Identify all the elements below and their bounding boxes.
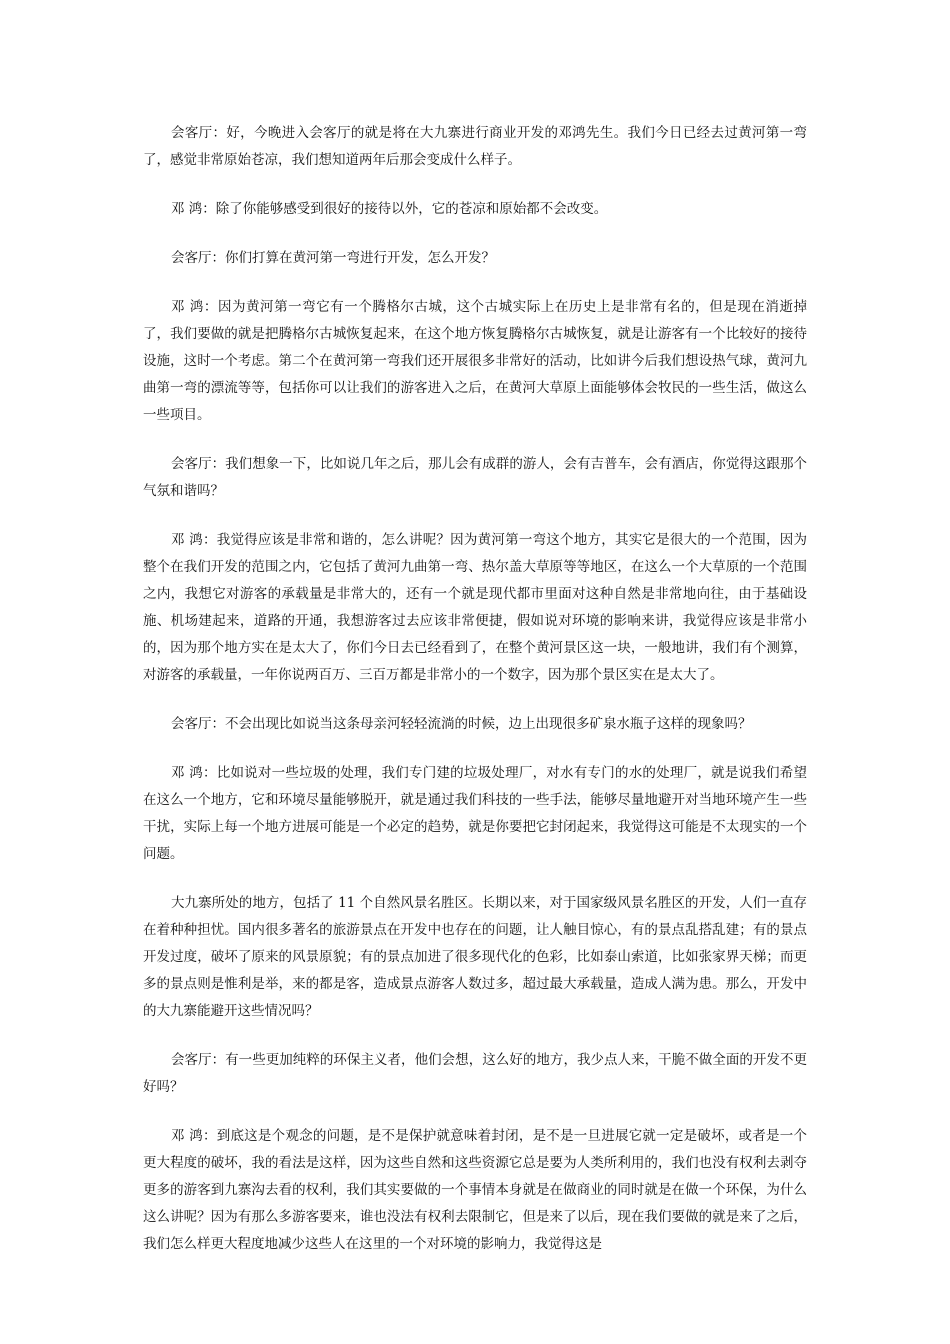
paragraph-6: 邓 鸿：我觉得应该是非常和谐的，怎么讲呢？因为黄河第一弯这个地方，其实它是很大的一个范围，因为整个在我们开发的范围之内，它包括了黄河九曲第一弯、热尔盖大草原等等地区，在这么一个大草原的一个范围之内，我想它对游客的承载量是非常大的，还有一个就是现代都市里面对这种自然是非常地向往，由于基础设施、机场建起来，道路的开通，我想游客过去应该非常便捷，假如说对环境的影响来讲，我觉得应该是非常小的，因为那个地方实在是太大了，你们今日去已经看到了，在整个黄河景区这一块，一般地讲，我们有个测算，对游客的承载量，一年你说两百万、三百万都是非常小的一个数字，因为那个景区实在是太大了。 (143, 532, 807, 683)
paragraph-1: 会客厅：好，今晚进入会客厅的就是将在大九寨进行商业开发的邓鸿先生。我们今日已经去过黄河第一弯了，感觉非常原始苍凉，我们想知道两年后那会变成什么样子。 (143, 125, 807, 168)
document-page (143, 120, 807, 1280)
paragraph-8: 邓 鸿：比如说对一些垃圾的处理，我们专门建的垃圾处理厂，对水有专门的水的处理厂，就是说我们希望在这么一个地方，它和环境尽量能够脱开，就是通过我们科技的一些手法，能够尽量地避开对当地环境产生一些干扰，实际上每一个地方进展可能是一个必定的趋势，就是你要把它封闭起来，我觉得这可能是不太现实的一个问题。 (143, 765, 807, 862)
paragraph-5: 会客厅：我们想象一下，比如说几年之后，那儿会有成群的游人，会有吉普车，会有酒店，你觉得这跟那个气氛和谐吗？ (143, 456, 807, 499)
paragraph-11: 邓 鸿：到底这是个观念的问题，是不是保护就意味着封闭，是不是一旦进展它就一定是破坏，或者是一个更大程度的破坏，我的看法是这样，因为这些自然和这些资源它总是要为人类所利用的，我们也没有权利去剥夺更多的游客到九寨沟去看的权利，我们其实要做的一个事情本身就是在做商业的同时就是在做一个环保，为什么这么讲呢？因为有那么多游客要来，谁也没法有权利去限制它，但是来了以后，现在我们要做的就是来了之后，我们怎么样更大程度地减少这些人在这里的一个对环境的影响力，我觉得这是 (143, 1128, 807, 1252)
paragraph-9: 大九寨所处的地方，包括了 11 个自然风景名胜区。长期以来，对于国家级风景名胜区的开发，人们一直存在着种种担忧。国内很多著名的旅游景点在开发中也存在的问题，让人触目惊心，有的景点乱搭乱建；有的景点开发过度，破坏了原来的风景原貌；有的景点加进了很多现代化的色彩，比如泰山索道，比如张家界天梯；而更多的景点则是惟利是举，来的都是客，造成景点游客人数过多，超过最大承载量，造成人满为患。那么，开发中的大九寨能避开这些情况吗？ (143, 895, 807, 1019)
paragraph-7: 会客厅：不会出现比如说当这条母亲河轻轻流淌的时候，边上出现很多矿泉水瓶子这样的现象吗？ (171, 716, 752, 732)
paragraph-2: 邓 鸿：除了你能够感受到很好的接待以外，它的苍凉和原始都不会改变。 (171, 201, 608, 217)
paragraph-3: 会客厅：你们打算在黄河第一弯进行开发，怎么开发？ (171, 250, 495, 266)
paragraph-4: 邓 鸿：因为黄河第一弯它有一个腾格尔古城，这个古城实际上在历史上是非常有名的，但是现在消逝掉了，我们要做的就是把腾格尔古城恢复起来，在这个地方恢复腾格尔古城恢复，就是让游客有一个比较好的接待设施，这时一个考虑。第二个在黄河第一弯我们还开展很多非常好的活动，比如讲今后我们想设热气球，黄河九曲第一弯的漂流等等，包括你可以让我们的游客进入之后，在黄河大草原上面能够体会牧民的一些生活，做这么一些项目。 (143, 299, 807, 423)
paragraph-10: 会客厅：有一些更加纯粹的环保主义者，他们会想，这么好的地方，我少点人来，干脆不做全面的开发不更好吗？ (143, 1052, 807, 1095)
